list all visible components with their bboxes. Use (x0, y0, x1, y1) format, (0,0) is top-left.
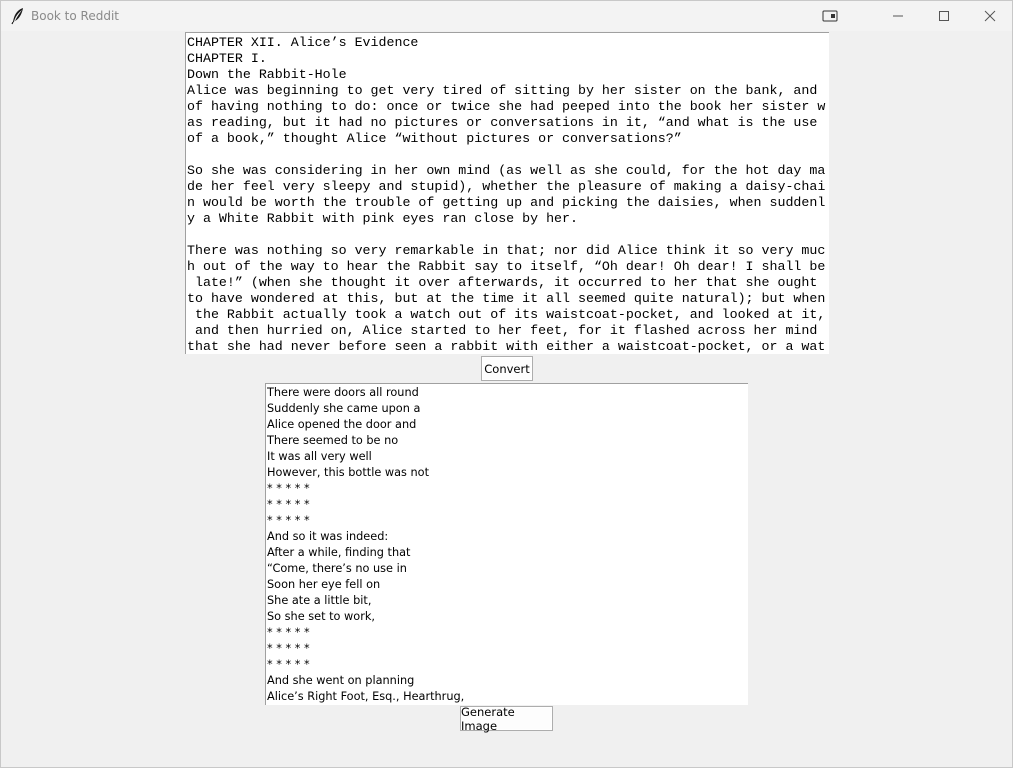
book-text-line: that she had never before seen a rabbit with either a waistcoat-pocket, or a wat (187, 339, 826, 354)
output-text-line: She ate a little bit, (267, 594, 372, 607)
output-text-line: Alice opened the door and (267, 418, 417, 431)
close-button[interactable] (967, 1, 1013, 31)
output-text-line: “Come, there’s no use in (267, 562, 407, 575)
book-text-line (187, 227, 829, 243)
output-text-line: It was all very well (267, 450, 372, 463)
output-text-line: There seemed to be no (267, 434, 399, 447)
book-text-line: h out of the way to hear the Rabbit say to itself, “Oh dear! Oh dear! I shall be (187, 259, 826, 274)
output-text-line: There were doors all round (267, 386, 419, 399)
output-text-line: Soon her eye fell on (267, 578, 381, 591)
output-text-line: * * * * * (267, 658, 310, 671)
title-bar[interactable] (1, 1, 1012, 31)
book-text-line: n would be worth the trouble of getting up and picking the daisies, when suddenl (187, 195, 826, 210)
output-text-line: So she set to work, (267, 610, 375, 623)
book-text-line: as reading, but it had no pictures or conversations in it, “and what is the use (187, 115, 818, 130)
book-text-line (187, 147, 829, 163)
snap-layout-button[interactable] (807, 1, 853, 31)
book-text-area[interactable] (185, 32, 829, 354)
output-text-line: However, this bottle was not (267, 466, 430, 479)
output-text-line: Alice’s Right Foot, Esq., Hearthrug, (267, 690, 465, 703)
output-text-line: After a while, finding that (267, 546, 411, 559)
output-text-line: * * * * * (267, 498, 310, 511)
output-text-line: * * * * * (267, 626, 310, 639)
output-text-line: And she went on planning (267, 674, 415, 687)
output-text-line: * * * * * (267, 514, 310, 527)
book-text-line: de her feel very sleepy and stupid), whether the pleasure of making a daisy-chai (187, 179, 826, 194)
output-text-line: * * * * * (267, 642, 310, 655)
convert-button[interactable]: Convert (481, 356, 533, 381)
book-text-line: and then hurried on, Alice started to her feet, for it flashed across her mind (187, 323, 818, 338)
book-text-line: Down the Rabbit-Hole (187, 67, 347, 82)
book-text-line: So she was considering in her own mind (as well as she could, for the hot day ma (187, 163, 826, 178)
book-text-line: CHAPTER XII. Alice’s Evidence (187, 35, 419, 50)
book-text-line: the Rabbit actually took a watch out of its waistcoat-pocket, and looked at it, (187, 307, 826, 322)
close-icon (984, 7, 996, 26)
minimize-icon (892, 7, 904, 26)
generate-image-button[interactable]: Generate Image (460, 706, 553, 731)
output-text-area[interactable] (265, 383, 748, 705)
book-text-line: of a book,” thought Alice “without pictures or conversations?” (187, 131, 682, 146)
book-text-line: CHAPTER I. (187, 51, 267, 66)
book-text-line: to have wondered at this, but at the time it all seemed quite natural); but when (187, 291, 826, 306)
output-text-line: Suddenly she came upon a (267, 402, 421, 415)
maximize-button[interactable] (921, 1, 967, 31)
window-title: Book to Reddit (31, 9, 119, 23)
book-text-line: late!” (when she thought it over afterwards, it occurred to her that she ought (187, 275, 818, 290)
book-text-line: Alice was beginning to get very tired of sitting by her sister on the bank, and (187, 83, 818, 98)
book-text-line: There was nothing so very remarkable in that; nor did Alice think it so very muc (187, 243, 826, 258)
maximize-icon (938, 7, 950, 26)
snap-layout-icon (822, 7, 838, 26)
book-text-line: of having nothing to do: once or twice she had peeped into the book her sister w (187, 99, 826, 114)
book-text-line: y a White Rabbit with pink eyes ran close by her. (187, 211, 578, 226)
output-text-line: And so it was indeed: (267, 530, 389, 543)
minimize-button[interactable] (875, 1, 921, 31)
feather-icon (11, 7, 25, 25)
output-text-line: * * * * * (267, 482, 310, 495)
